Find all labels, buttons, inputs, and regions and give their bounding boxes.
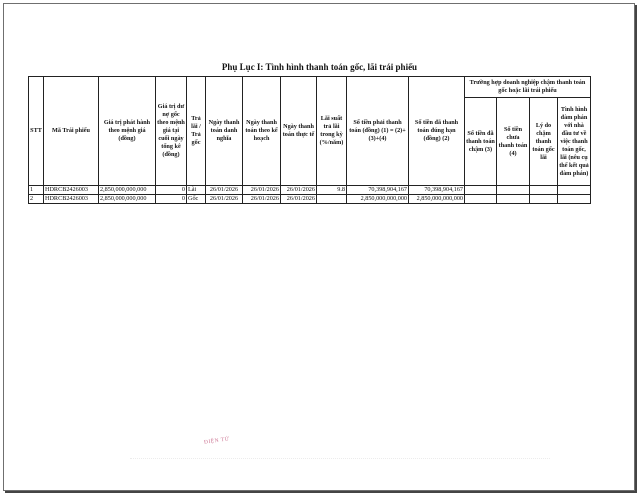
cell-stt: 2 — [29, 195, 44, 204]
cell-amount-payable: 70,398,904,167 — [347, 186, 409, 195]
cell-nominal-date: 26/01/2026 — [206, 186, 243, 195]
header-face-value: Giá trị phát hành theo mệnh giá (đồng) — [99, 77, 156, 186]
table-row — [29, 186, 591, 195]
header-outstanding-principal: Giá trị dư nợ gốc theo mệnh giá tại cuối ngày tổng kê (đồng) — [156, 77, 187, 186]
cell-paid-late — [465, 195, 497, 204]
cell-face-value: 2,850,000,000,000 — [99, 186, 156, 195]
cell-stt: 1 — [29, 186, 44, 195]
header-interest-rate: Lãi suất trả lãi trong kỳ (%/năm) — [317, 77, 347, 186]
cell-bond-code: HDRCB2426003 — [44, 186, 99, 195]
cell-negotiation-status — [558, 195, 591, 204]
cell-amount-paid-on-time: 2,850,000,000,000 — [409, 195, 465, 204]
page-title: Phụ Lục I: Tình hình thanh toán gốc, lãi trái phiếu — [221, 62, 418, 72]
cell-nominal-date: 26/01/2026 — [206, 195, 243, 204]
cell-negotiation-status — [558, 186, 591, 195]
header-stt: STT — [29, 77, 44, 186]
header-amount-paid-on-time: Số tiền đã thanh toán đúng hạn (đồng) (2) — [409, 77, 465, 186]
header-amount-payable: Số tiền phải thanh toán (đồng) (1) = (2)+(3)+(4) — [347, 77, 409, 186]
cell-unpaid — [497, 186, 530, 195]
header-negotiation-status: Tình hình đàm phán với nhà đầu tư về việc thanh toán gốc, lãi (nêu cụ thể kết quả đàm phán) — [558, 98, 591, 186]
header-late-reason: Lý do chậm thanh toán gốc lãi — [530, 98, 558, 186]
cell-face-value: 2,850,000,000,000 — [99, 195, 156, 204]
header-late-payment-group: Trường hợp doanh nghiệp chậm thanh toán gốc hoặc lãi trái phiếu — [465, 77, 591, 98]
cell-amount-payable: 2,850,000,000,000 — [347, 195, 409, 204]
cell-actual-date: 26/01/2026 — [281, 186, 317, 195]
cell-actual-date: 26/01/2026 — [281, 195, 317, 204]
cell-unpaid — [497, 195, 530, 204]
header-nominal-date: Ngày thanh toán danh nghĩa — [206, 77, 243, 186]
cell-outstanding-principal: 0 — [156, 195, 187, 204]
cell-planned-date: 26/01/2026 — [243, 195, 281, 204]
cell-paid-late — [465, 186, 497, 195]
cell-bond-code: HDRCB2426003 — [44, 195, 99, 204]
cell-late-reason — [530, 195, 558, 204]
cell-planned-date: 26/01/2026 — [243, 186, 281, 195]
faint-bleed-through — [130, 458, 550, 469]
header-bond-code: Mã Trái phiếu — [44, 77, 99, 186]
cell-payment-type: Lãi — [187, 186, 206, 195]
cell-late-reason — [530, 186, 558, 195]
cell-outstanding-principal: 0 — [156, 186, 187, 195]
header-paid-late: Số tiền đã thanh toán chậm (3) — [465, 98, 497, 186]
cell-interest-rate: 9.8 — [317, 186, 347, 195]
seal-stamp: ĐIỆN TỬ — [203, 436, 230, 446]
header-actual-date: Ngày thanh toán thực tế — [281, 77, 317, 186]
cell-payment-type: Gốc — [187, 195, 206, 204]
header-planned-date: Ngày thanh toán theo kế hoạch — [243, 77, 281, 186]
header-payment-type: Trả lãi / Trả gốc — [187, 77, 206, 186]
bond-payment-table — [28, 76, 591, 204]
table-row — [29, 195, 591, 204]
cell-amount-paid-on-time: 70,398,904,167 — [409, 186, 465, 195]
cell-interest-rate — [317, 195, 347, 204]
header-unpaid: Số tiền chưa thanh toán (4) — [497, 98, 530, 186]
